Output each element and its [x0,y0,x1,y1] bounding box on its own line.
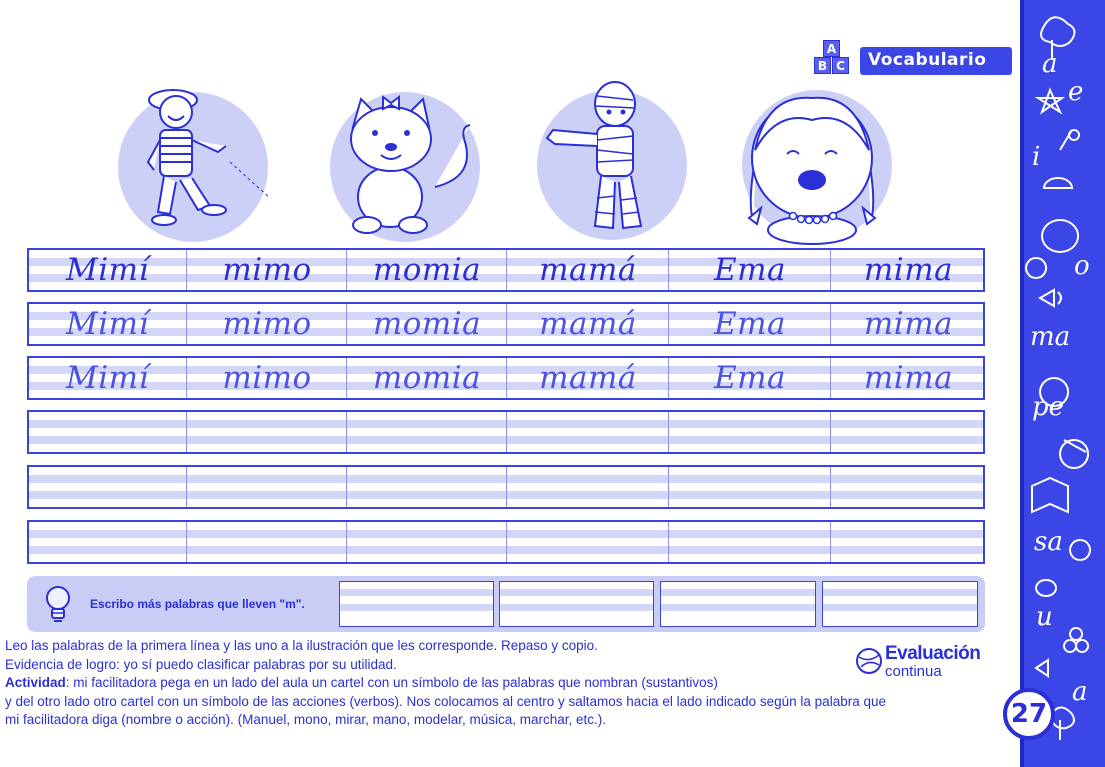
decorative-sidebar [1020,0,1105,767]
block-b-icon: B [814,57,831,74]
instructions [5,637,995,730]
block-a-icon: A [823,40,840,57]
achievement-line: Evidencia de logro: yo sí puedo clasificar palabras por su utilidad. [5,656,397,672]
svg-text:i: i [1032,142,1041,172]
trace-cell[interactable]: mima [863,306,954,342]
illustration-girl[interactable] [742,90,892,240]
sidebar-decoration-icon [1020,0,1105,767]
svg-text:o: o [1074,251,1090,281]
answer-box[interactable] [660,581,816,627]
activity-text: mi facilitadora diga (nombre o acción). (Manuel, mono, mirar, mano, modelar, música, marchar, etc.). [5,712,606,727]
trace-cell[interactable]: Ema [713,360,786,396]
lightbulb-icon [41,583,75,625]
mime-boy-icon [118,82,268,242]
cat-icon [325,87,485,237]
trace-cell[interactable]: mamá [539,306,637,342]
activity-text: : mi facilitadora pega en un lado del aula un cartel con un símbolo de las palabras que nombran (sustantivos) [65,675,718,690]
illustration-cat[interactable] [330,92,480,242]
block-c-icon: C [832,57,849,74]
svg-text:ma: ma [1030,322,1071,352]
table-row [27,302,985,346]
section-title: Vocabulario [868,50,987,70]
trace-cell[interactable]: mimo [222,306,312,342]
svg-text:a: a [1042,49,1058,79]
evaluation-logo [855,643,990,683]
evaluation-subtitle: continua [885,663,942,680]
answer-box[interactable] [339,581,494,627]
table-row-blank[interactable] [27,520,985,564]
svg-text:u: u [1036,602,1053,632]
trace-cell[interactable]: Mimí [66,306,149,342]
mummy-icon [537,78,687,238]
trace-cell[interactable]: momia [372,306,482,342]
activity-label: Actividad [5,675,66,690]
more-words-panel [27,576,985,632]
page-number: 27 [1003,688,1055,740]
trace-cell[interactable]: mima [863,360,954,396]
svg-text:sa: sa [1034,527,1063,557]
svg-text:pe: pe [1032,392,1065,422]
globe-icon [855,647,883,675]
illustration-mummy[interactable] [537,90,687,240]
more-words-label: Escribo más palabras que lleven "m". [90,597,305,611]
activity-text: y del otro lado otro cartel con un símbolo de las acciones (verbos). Nos colocamos al centro y saltamos hacia el lado indicado según la palabra que [5,693,886,709]
vocabulary-badge [814,40,1014,80]
trace-cell[interactable]: mimo [222,360,312,396]
svg-text:e: e [1068,77,1084,107]
svg-text:a: a [1072,677,1088,707]
answer-box[interactable] [499,581,654,627]
answer-box[interactable] [822,581,978,627]
table-row-blank[interactable] [27,465,985,509]
girl-icon [737,90,897,250]
word-cell: Mimí [66,252,149,288]
word-cell: mimo [222,252,312,288]
word-cell: mamá [539,252,637,288]
table-row-blank[interactable] [27,410,985,454]
table-row [27,356,985,400]
table-row [27,248,985,292]
word-cell: mima [863,252,954,288]
evaluation-title: Evaluación [885,643,981,664]
illustration-boy[interactable] [118,92,268,242]
trace-cell[interactable]: mamá [539,360,637,396]
word-cell: momia [372,252,482,288]
word-cell: Ema [713,252,786,288]
instruction-line: Leo las palabras de la primera línea y las uno a la ilustración que les corresponde. Repaso y copio. [5,638,598,653]
trace-cell[interactable]: Ema [713,306,786,342]
trace-cell[interactable]: Mimí [66,360,149,396]
trace-cell[interactable]: momia [372,360,482,396]
